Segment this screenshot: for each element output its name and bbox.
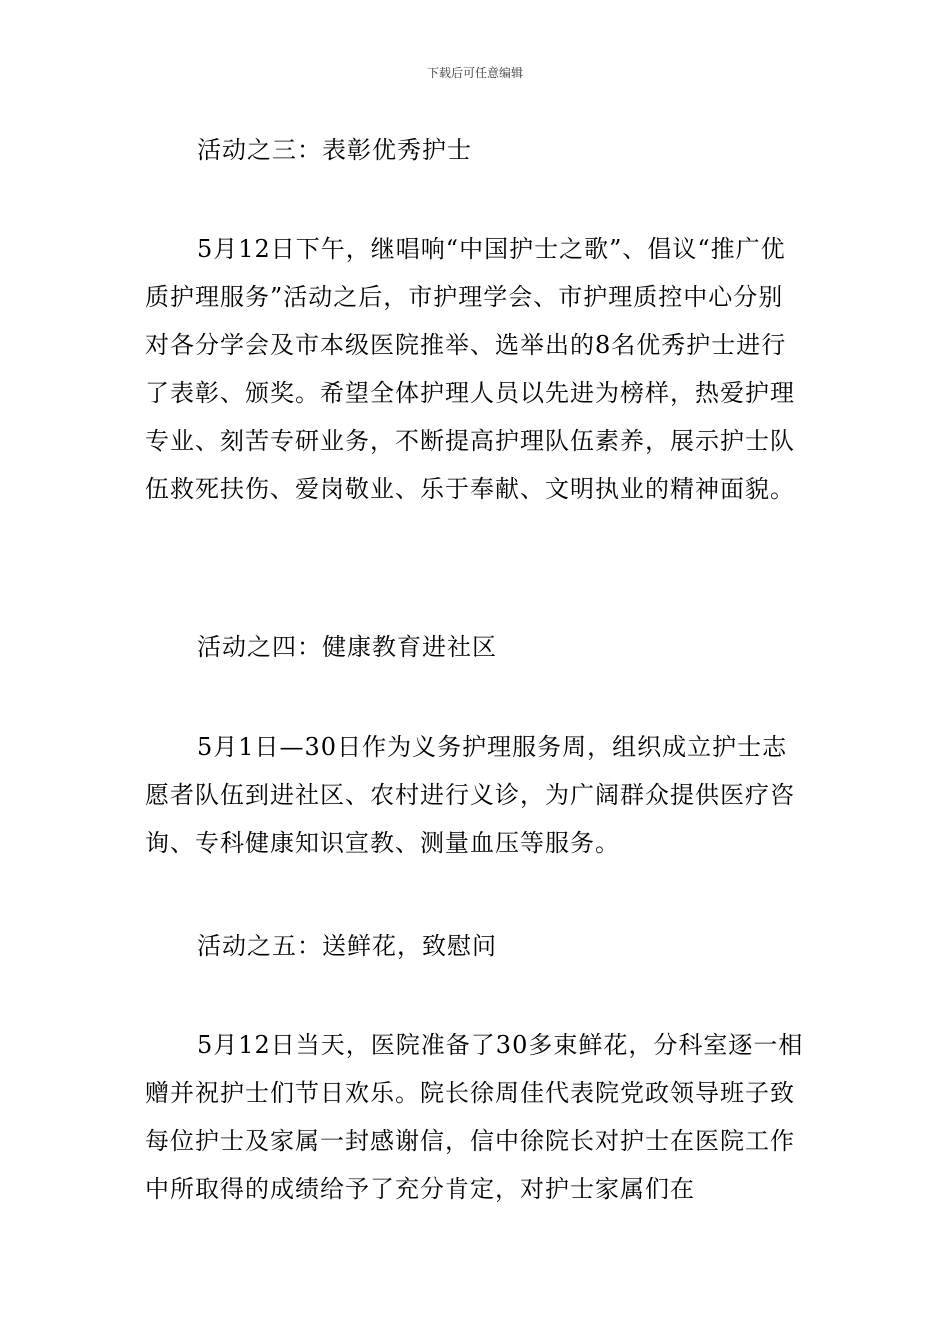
section-heading-3: 活动之三：表彰优秀护士 [197,136,472,164]
page-header-note: 下载后可任意编辑 [426,66,523,80]
section-heading-5: 活动之五：送鲜花，致慰问 [197,932,497,960]
section-paragraph-4: 5月1日—30日作为义务护理服务周，组织成立护士志愿者队伍到进社区、农村进行义诊，为广阔群众提供医疗咨询、专科健康知识宣教、测量血压等服务。 [145,733,795,857]
section-paragraph-5: 5月12日当天，医院准备了30多束鲜花，分科室逐一相赠并祝护士们节日欢乐。院长徐周佳代表院党政领导班子致每位护士及家属一封感谢信，信中徐院长对护士在医院工作中所取得的成绩给予了充分肯定，对护士家属们在 [145,1031,804,1203]
section-heading-4: 活动之四：健康教育进社区 [197,633,497,661]
section-paragraph-3: 5月12日下午，继唱响“中国护士之歌”、倡议“推广优质护理服务”活动之后，市护理学会、市护理质控中心分别对各分学会及市本级医院推举、选举出的8名优秀护士进行了表彰、颁奖。希望全体护理人员以先进为榜样，热爱护理专业、刻苦专研业务，不断提高护理队伍素养，展示护士队伍救死扶伤、爱岗敬业、乐于奉献、文明执业的精神面貌。 [145,235,795,503]
